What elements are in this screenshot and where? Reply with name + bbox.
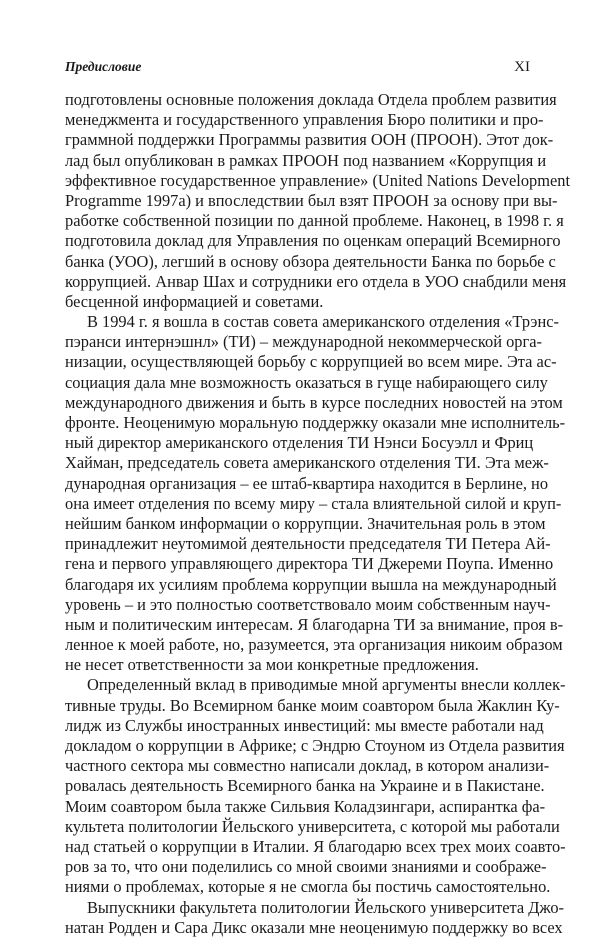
text-line: ниями о проблемах, которые я не смогла бы постичь самостоятельно. <box>65 877 551 897</box>
text-line: граммной поддержки Программы развития ООН (ПРООН). Этот док- <box>65 130 554 150</box>
paragraph <box>65 675 566 897</box>
paragraph <box>65 90 571 312</box>
text-line: банка (УОО), легший в основу обзора деятельности Банка по борьбе с <box>65 251 556 271</box>
text-line: докладом о коррупции в Африке; с Эндрю Стоуном из Отдела развития <box>65 736 565 755</box>
text-line: не несет ответственности за мои конкретные предложения. <box>65 655 479 675</box>
running-head <box>65 57 532 77</box>
text-line: ным и политическим интересам. Я благодарна ТИ за внимание, проя в- <box>65 614 564 634</box>
text-line: гена и первого управляющего директора ТИ Джереми Поупа. Именно <box>65 554 554 574</box>
paragraph <box>65 312 566 675</box>
text-line: культета политологии Йельского университета, с которой мы работали <box>65 816 560 836</box>
text-line: тивные труды. Во Всемирном банке моим соавтором была Жаклин Ку- <box>65 695 560 715</box>
text-line: дународная организация – ее штаб-квартира находится в Берлине, но <box>65 473 549 493</box>
text-line: ров за то, что они поделились со мной своими знаниями и соображе- <box>65 857 547 877</box>
text-line: В 1994 г. я вошла в состав совета американского отделения «Трэнс- <box>87 312 559 332</box>
text-line: подготовлены основные положения доклада Отдела проблем развития <box>65 90 557 109</box>
text-line: ленное к моей работе, но, разумеется, эта организация никоим образом <box>65 635 563 655</box>
text-line: Programme 1997a) и впоследствии был взят ПРООН за основу при вы- <box>65 190 558 210</box>
page-number: XI <box>514 59 530 75</box>
text-line: подготовила доклад для Управления по оценкам операций Всемирного <box>65 231 561 251</box>
text-line: ровалась деятельность Всемирного банка на Украине и в Пакистане. <box>65 776 545 796</box>
paragraph <box>65 897 564 938</box>
text-line: лидж из Службы иностранных инвестиций: мы вместе работали над <box>65 715 544 735</box>
text-line: принадлежит неутомимой деятельности председателя ТИ Петера Ай- <box>65 534 551 554</box>
text-line: лад был опубликован в рамках ПРООН под названием «Коррупция и <box>65 150 547 170</box>
text-line: Выпускники факультета политологии Йельского университета Джо- <box>87 897 564 917</box>
text-line: над статьей о коррупции в Италии. Я благодарю всех трех моих соавто- <box>65 836 566 856</box>
text-line: натан Родден и Сара Дикс оказали мне неоценимую поддержку во всех <box>65 917 563 937</box>
text-line: пэранси интернэшнл» (ТИ) – международной некоммерческой орга- <box>65 332 542 352</box>
text-line: международного движения и быть в курсе последних новостей на этом <box>65 392 563 412</box>
text-line: благодаря их усилиям проблема коррупции вышла на международный <box>65 574 557 594</box>
body-text <box>65 90 571 938</box>
text-line: низации, осуществляющей борьбу с коррупцией во всем мире. Эта ас- <box>65 352 557 372</box>
text-line: ный директор американского отделения ТИ Нэнси Босуэлл и Фриц <box>65 433 534 453</box>
text-line: менеджмента и государственного управления Бюро политики и про- <box>65 110 544 130</box>
text-line: она имеет отделения по всему миру – стала влиятельной силой и круп- <box>65 493 562 513</box>
text-line: бесценной информацией и советами. <box>65 291 324 311</box>
text-line: Определенный вклад в приводимые мной аргументы внесли коллек- <box>87 675 566 695</box>
text-line: Моим соавтором была также Сильвия Коладзингари, аспирантка фа- <box>65 796 546 816</box>
text-line: уровень – и это полностью соответствовало моим собственным науч- <box>65 594 551 614</box>
text-line: частного сектора мы совместно написали доклад, в котором анализи- <box>65 756 550 776</box>
text-line: работке собственной позиции по данной проблеме. Наконец, в 1998 г. я <box>65 211 564 231</box>
text-line: коррупцией. Анвар Шах и сотрудники его отдела в УОО снабдили меня <box>65 271 567 291</box>
text-line: Хайман, председатель совета американского отделения ТИ. Эта меж- <box>65 453 549 473</box>
text-line: социация дала мне возможность оказаться в гуще набирающего силу <box>65 372 548 392</box>
text-line: фронте. Неоценимую моральную поддержку оказали мне исполнитель- <box>65 413 566 432</box>
running-title: Предисловие <box>65 59 142 74</box>
text-line: эффективное государственное управление» (United Nations Development <box>65 170 571 190</box>
text-line: нейшим банком информации о коррупции. Значительная роль в этом <box>65 513 546 533</box>
